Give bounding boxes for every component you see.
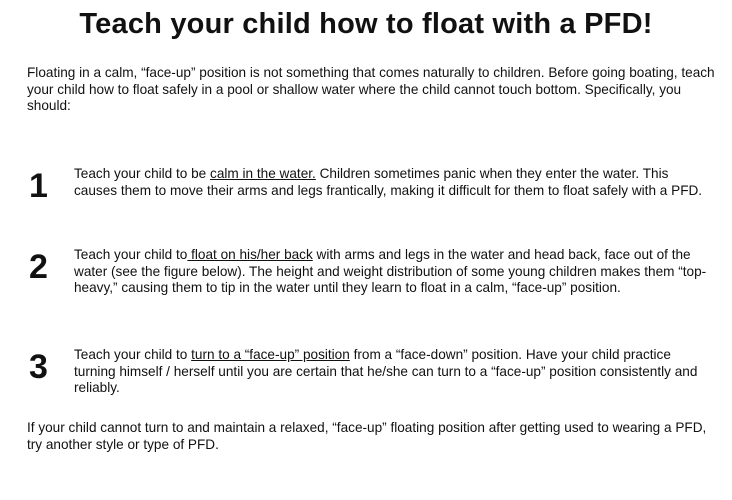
intro-paragraph: Floating in a calm, “face-up” position is not something that comes naturally to children. Before going boating, teach your child how to float safely in a pool or shallow water where the child cannot touch bottom. Specifically, you should: <box>27 65 715 113</box>
closing-paragraph: If your child cannot turn to and maintain a relaxed, “face-up” floating position after getting used to wearing a PFD, try another style or type of PFD. <box>27 420 707 452</box>
page-title: Teach your child how to float with a PFD! <box>79 8 653 40</box>
step-number: 1 <box>29 167 48 205</box>
step-number: 3 <box>29 348 48 386</box>
step-underlined-phrase: calm in the water. <box>210 166 316 181</box>
step-text <box>74 247 714 297</box>
step-underlined-phrase: turn to a “face-up” position <box>191 347 350 362</box>
step-text-after: from a “face-down” position. Have your child practice turning himself / herself until you are certain that he/she can turn to a “face-up” position consistently and reliably. <box>74 347 698 395</box>
step-text-before: Teach your child to <box>74 247 188 262</box>
step-text-after: Children sometimes panic when they enter the water. This causes them to move their arms and legs frantically, making it difficult for them to float safely with a PFD. <box>74 166 703 198</box>
step-number: 2 <box>29 248 48 286</box>
step-text-after: with arms and legs in the water and head back, face out of the water (see the figure below). The height and weight distribution of some young children makes them “top-heavy,” causing them to tip in the water until they learn to float in a calm, “face-up” position. <box>74 247 707 295</box>
step-text <box>74 166 714 199</box>
step-text-before: Teach your child to be <box>74 166 211 181</box>
step-underlined-phrase: float on his/her back <box>187 247 313 262</box>
step-text-before: Teach your child to <box>74 347 192 362</box>
step-text <box>74 347 714 397</box>
